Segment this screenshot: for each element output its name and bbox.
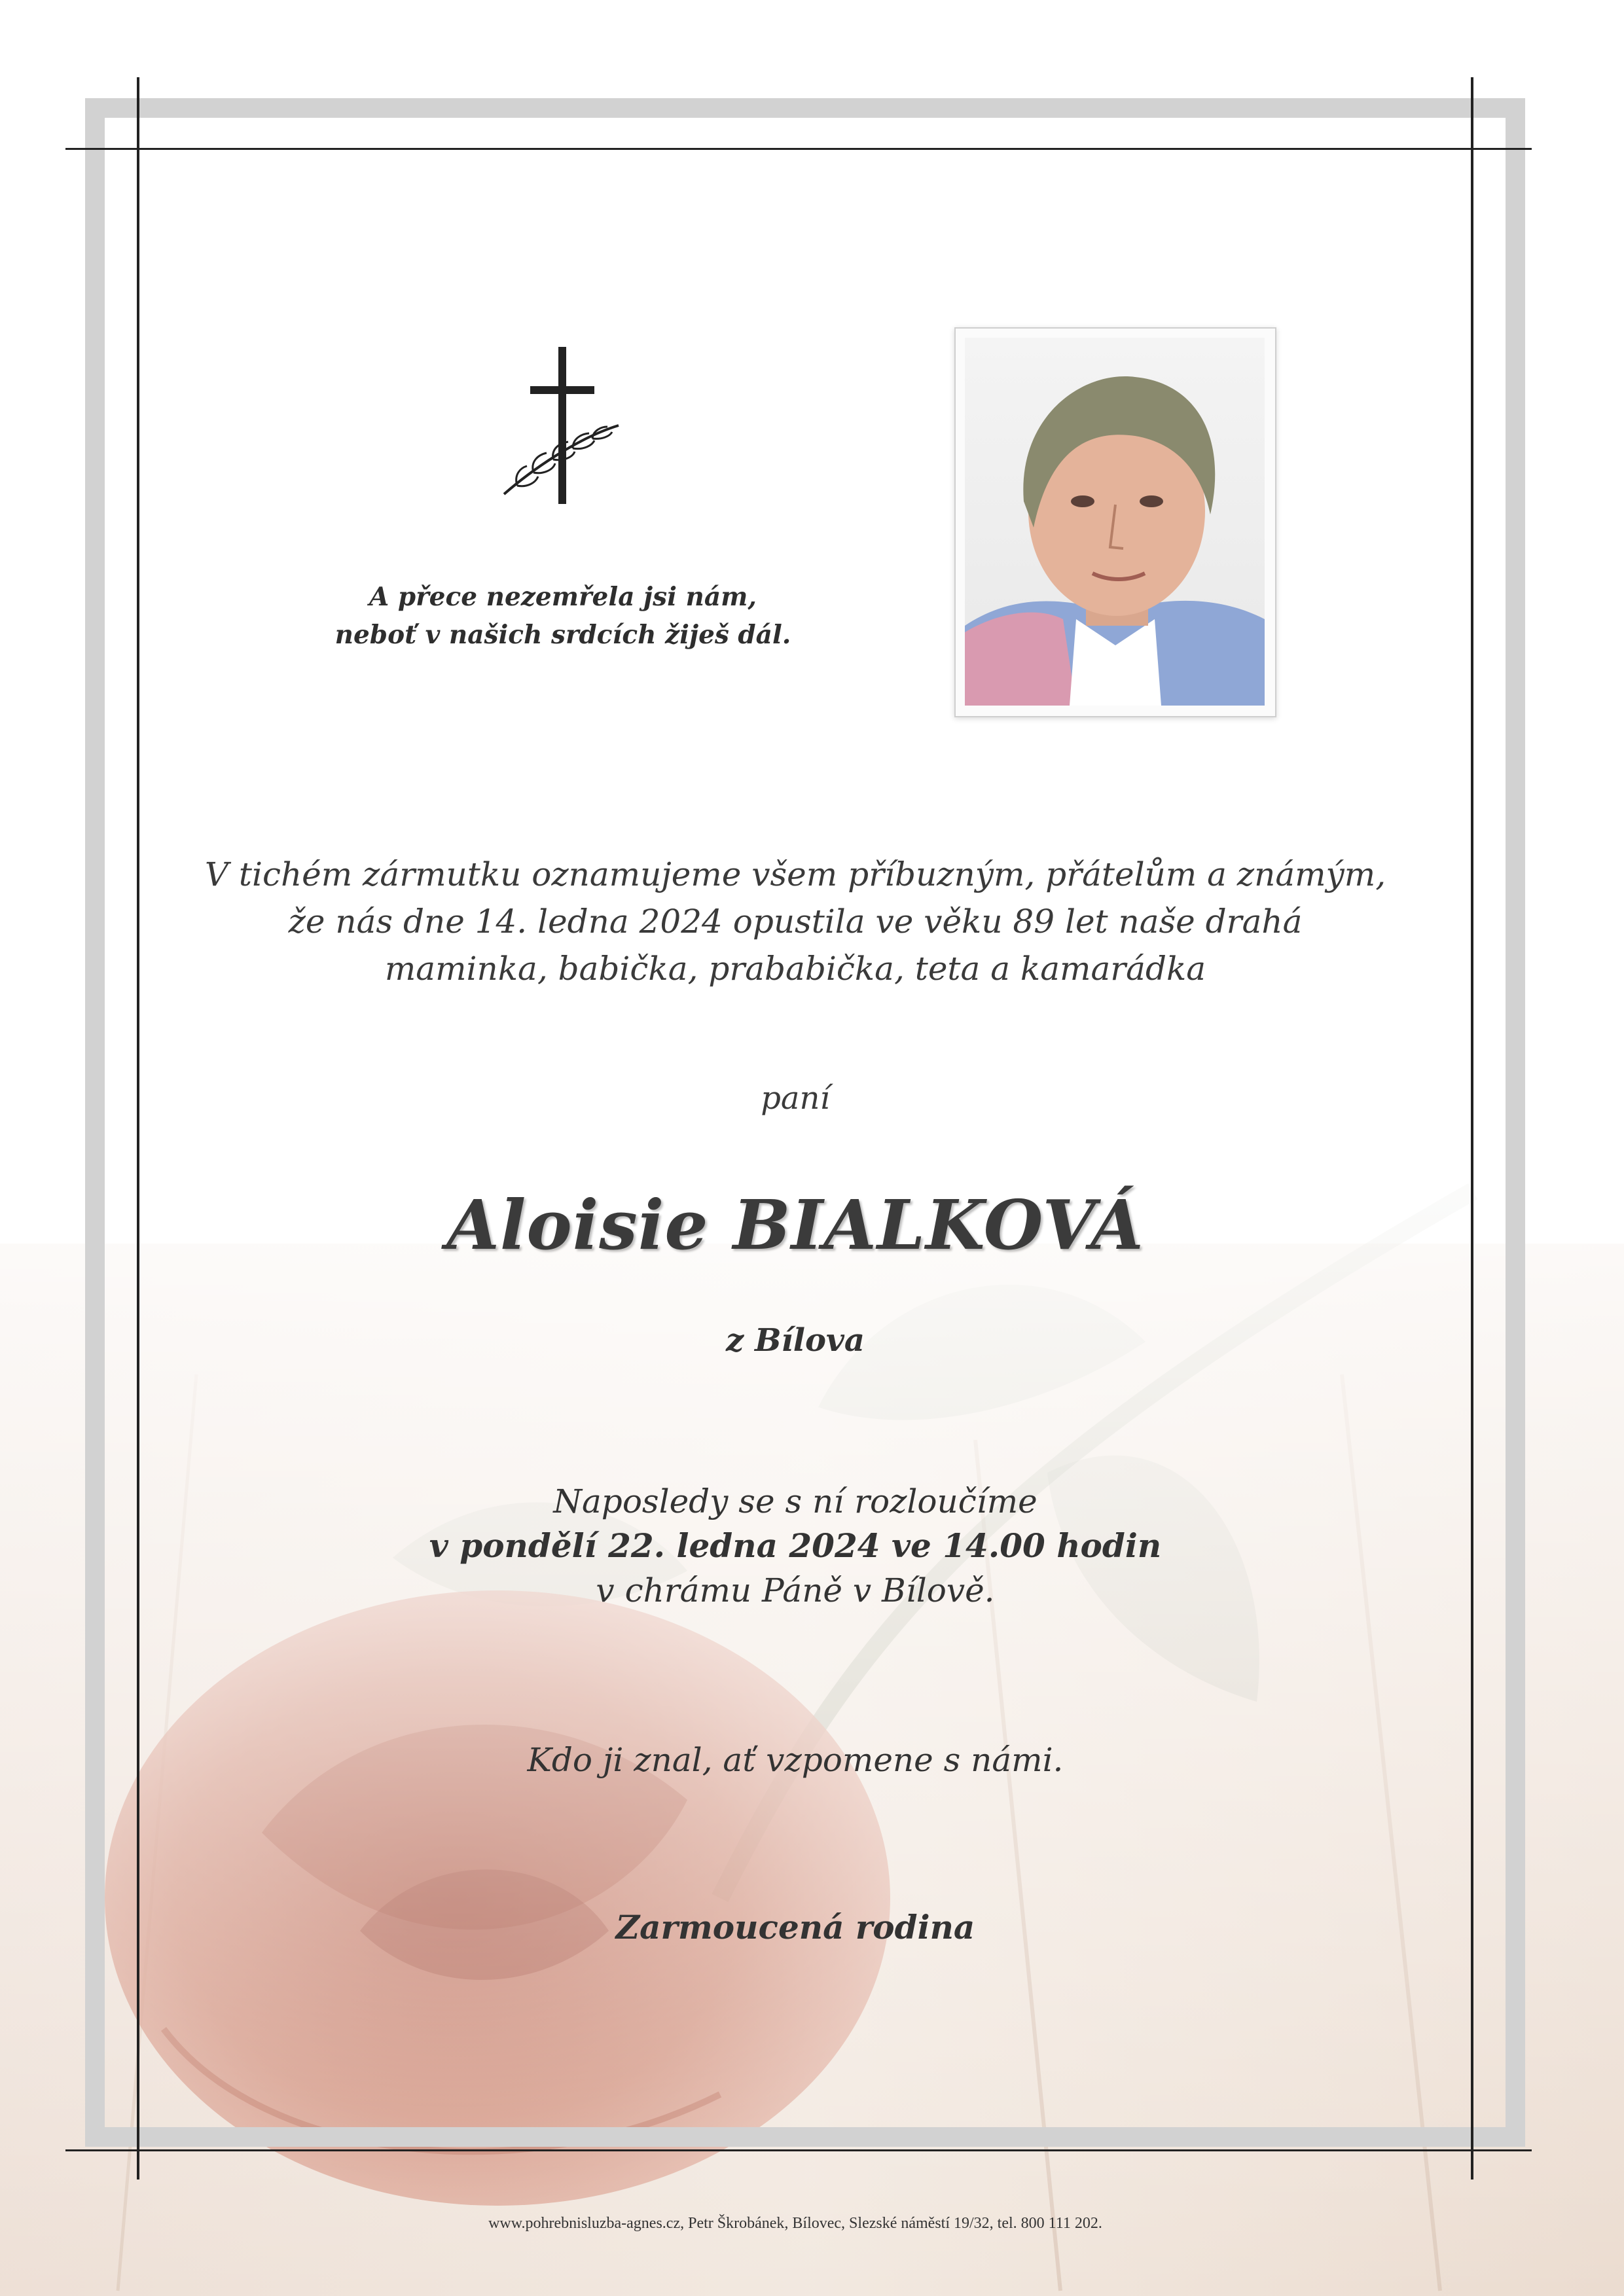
frame-top-line	[65, 148, 1532, 150]
frame-right-line	[1471, 77, 1473, 2179]
frame-bottom-line	[65, 2149, 1532, 2151]
portrait-photo	[954, 327, 1276, 717]
cross-with-palm-branch-icon	[491, 340, 635, 511]
quote-line-1: A přece nezemřela jsi nám,	[369, 582, 757, 612]
deceased-origin: z Bílova	[725, 1322, 865, 1359]
signature: Zarmoucená rodina	[615, 1908, 975, 1946]
announcement-line-2: že nás dne 14. ledna 2024 opustila ve věku 89 let naše drahá	[288, 903, 1303, 941]
title-prefix: paní	[761, 1080, 830, 1117]
funeral-info	[131, 1479, 1460, 1613]
frame-top-band	[85, 98, 1525, 118]
footer-contact: www.pohrebnisluzba-agnes.cz, Petr Škrobánek, Bílovec, Slezské náměstí 19/32, tel. 800 111 202.	[488, 2215, 1102, 2232]
funeral-date-time: v pondělí 22. ledna 2024 ve 14.00 hodin	[429, 1526, 1162, 1565]
frame-right-band	[1506, 98, 1525, 2147]
frame-bottom-band	[85, 2127, 1525, 2147]
announcement-line-3: maminka, babička, prababička, teta a kamarádka	[384, 950, 1206, 988]
funeral-line-1: Naposledy se s ní rozloučíme	[553, 1482, 1038, 1520]
announcement	[131, 851, 1460, 992]
announcement-line-1: V tichém zármutku oznamujeme všem příbuzným, přátelům a známým,	[204, 855, 1386, 893]
funeral-place: v chrámu Páně v Bílově.	[596, 1571, 995, 1609]
frame-left-line	[137, 77, 139, 2179]
deceased-name: Aloisie BIALKOVÁ	[446, 1185, 1144, 1265]
remember-line: Kdo ji znal, ať vzpomene s námi.	[527, 1741, 1064, 1779]
quote	[288, 578, 838, 654]
quote-line-2: neboť v našich srdcích žiješ dál.	[334, 620, 791, 650]
frame-left-band	[85, 98, 105, 2147]
